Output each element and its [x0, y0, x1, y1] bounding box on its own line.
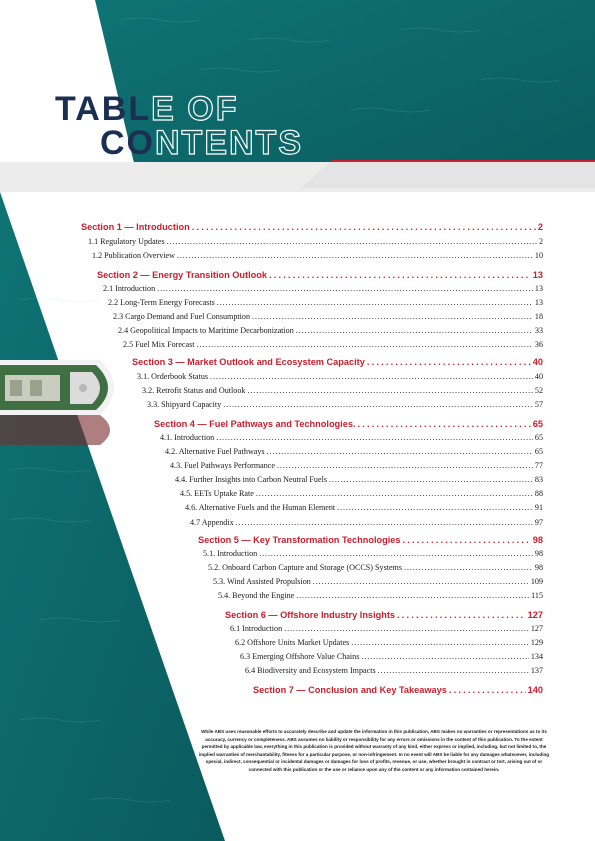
toc-entry-label: 2.4 Geopolitical Impacts to Maritime Decarbonization: [118, 326, 294, 335]
toc-subsection-entry[interactable]: [92, 251, 543, 260]
toc-entry-label: Section 1 — Introduction: [81, 222, 190, 232]
toc-entry-label: 5.1. Introduction: [203, 549, 258, 558]
toc-dot-leader: [404, 563, 533, 572]
toc-entry-label: 4.1. Introduction: [160, 433, 215, 442]
toc-dot-leader: [223, 400, 533, 409]
toc-dot-leader: [197, 340, 533, 349]
toc-dot-leader: [277, 461, 533, 470]
toc-dot-leader: [192, 222, 536, 232]
toc-entry-page-number: 65: [534, 433, 543, 442]
toc-entry-page-number: 65: [534, 447, 543, 456]
toc-section-entry[interactable]: [81, 222, 543, 232]
title-line-1-outline: E OF: [151, 90, 239, 128]
toc-dot-leader: [269, 270, 531, 280]
toc-section-entry[interactable]: [198, 535, 543, 545]
toc-entry-label: 1.2 Publication Overview: [92, 251, 175, 260]
toc-subsection-entry[interactable]: [180, 489, 543, 498]
toc-dot-leader: [367, 357, 531, 367]
toc-entry-page-number: 77: [534, 461, 543, 470]
toc-entry-page-number: 57: [534, 400, 543, 409]
toc-entry-page-number: 52: [534, 386, 543, 395]
toc-section-entry[interactable]: [132, 357, 543, 367]
toc-subsection-entry[interactable]: [235, 638, 543, 647]
toc-entry-label: 6.2 Offshore Units Market Updates: [235, 638, 350, 647]
toc-entry-page-number: 98: [532, 535, 543, 545]
toc-entry-label: Section 5 — Key Transformation Technologies: [198, 535, 401, 545]
toc-subsection-entry[interactable]: [113, 312, 543, 321]
toc-entry-page-number: 33: [534, 326, 543, 335]
toc-dot-leader: [284, 624, 529, 633]
toc-entry-page-number: 127: [527, 610, 543, 620]
toc-entry-page-number: 2: [538, 237, 543, 246]
toc-dot-leader: [351, 638, 529, 647]
toc-subsection-entry[interactable]: [170, 461, 543, 470]
disclaimer-text: While ABS uses reasonable efforts to accurately describe and update the information in this publication, ABS makes no warranties or representations as to its accuracy, currency or completeness. ABS assumes no liability or responsibility for any errors or omissions in the content of this publication. To the extent permitted by applicable law, everything in this publication is provided without warranty of any kind, either express or implied, including, but not limited to, the implied warranties of merchantability, fitness for a particular purpose, or non-infringement. In no event will ABS be liable for any damages whatsoever, including special, indirect, consequential or incidental damages or damages for loss of profits, revenue, or use, whether brought in contract or tort, arising out of or connected with this publication or the use or reliance upon any of the content or any information contained herein.: [198, 729, 550, 772]
toc-entry-label: 5.4. Beyond the Engine: [218, 591, 295, 600]
toc-dot-leader: [313, 577, 529, 586]
toc-subsection-entry[interactable]: [147, 400, 543, 409]
toc-dot-leader: [157, 284, 533, 293]
toc-entry-page-number: 13: [534, 298, 543, 307]
toc-dot-leader: [167, 237, 537, 246]
toc-entry-page-number: 91: [534, 503, 543, 512]
toc-entry-page-number: 115: [531, 591, 543, 600]
toc-entry-page-number: 137: [530, 666, 543, 675]
toc-subsection-entry[interactable]: [240, 652, 543, 661]
toc-entry-label: 1.1 Regulatory Updates: [88, 237, 165, 246]
toc-subsection-entry[interactable]: [218, 591, 543, 600]
toc-entry-page-number: 10: [534, 251, 543, 260]
toc-section-entry[interactable]: [97, 270, 543, 280]
toc-entry-page-number: 88: [534, 489, 543, 498]
toc-entry-label: Section 4 — Fuel Pathways and Technologies.: [154, 419, 356, 429]
toc-entry-page-number: 40: [532, 357, 543, 367]
toc-entry-page-number: 140: [527, 685, 543, 695]
toc-subsection-entry[interactable]: [88, 237, 543, 246]
toc-subsection-entry[interactable]: [185, 503, 543, 512]
toc-section-entry[interactable]: [253, 685, 543, 695]
toc-subsection-entry[interactable]: [203, 549, 543, 558]
toc-subsection-entry[interactable]: [108, 298, 543, 307]
toc-section-entry[interactable]: [225, 610, 543, 620]
toc-subsection-entry[interactable]: [137, 372, 543, 381]
toc-dot-leader: [217, 298, 533, 307]
toc-entry-page-number: 98: [534, 563, 543, 572]
toc-entry-label: 4.4. Further Insights into Carbon Neutral Fuels: [175, 475, 327, 484]
toc-entry-page-number: 18: [534, 312, 543, 321]
toc-entry-label: 2.3 Cargo Demand and Fuel Consumption: [113, 312, 250, 321]
toc-dot-leader: [210, 372, 533, 381]
toc-entry-label: 6.3 Emerging Offshore Value Chains: [240, 652, 360, 661]
toc-subsection-entry[interactable]: [208, 563, 543, 572]
title-line-1-solid: TABL: [55, 90, 152, 128]
title-line-2-solid: CO: [100, 124, 155, 162]
toc-subsection-entry[interactable]: [103, 284, 543, 293]
toc-dot-leader: [358, 419, 531, 429]
toc-entry-label: 2.1 Introduction: [103, 284, 156, 293]
toc-subsection-entry[interactable]: [213, 577, 543, 586]
toc-entry-label: 4.6. Alternative Fuels and the Human Element: [185, 503, 336, 512]
toc-dot-leader: [247, 386, 532, 395]
toc-entry-label: 6.4 Biodiversity and Ecosystem Impacts: [245, 666, 376, 675]
toc-subsection-entry[interactable]: [160, 433, 543, 442]
toc-entry-page-number: 13: [534, 284, 543, 293]
toc-dot-leader: [177, 251, 533, 260]
toc-subsection-entry[interactable]: [245, 666, 543, 675]
toc-entry-label: Section 2 — Energy Transition Outlook: [97, 270, 267, 280]
toc-entry-page-number: 13: [532, 270, 543, 280]
toc-dot-leader: [403, 535, 531, 545]
toc-entry-page-number: 97: [534, 518, 543, 527]
toc-dot-leader: [329, 475, 533, 484]
toc-subsection-entry[interactable]: [165, 447, 543, 456]
toc-entry-label: 5.3. Wind Assisted Propulsion: [213, 577, 311, 586]
toc-dot-leader: [397, 610, 526, 620]
toc-entry-page-number: 98: [534, 549, 543, 558]
toc-entry-page-number: 129: [530, 638, 543, 647]
toc-entry-label: 3.1. Orderbook Status: [137, 372, 209, 381]
toc-entry-label: Section 6 — Offshore Industry Insights: [225, 610, 395, 620]
toc-subsection-entry[interactable]: [230, 624, 543, 633]
toc-dot-leader: [216, 433, 533, 442]
toc-entry-label: 5.2. Onboard Carbon Capture and Storage (OCCS) Systems: [208, 563, 403, 572]
toc-dot-leader: [449, 685, 526, 695]
toc-entry-label: 3.2. Retrofit Status and Outlook: [142, 386, 246, 395]
toc-entry-page-number: 83: [534, 475, 543, 484]
toc-dot-leader: [296, 591, 529, 600]
toc-dot-leader: [378, 666, 529, 675]
toc-dot-leader: [361, 652, 528, 661]
toc-entry-label: 4.2. Alternative Fuel Pathways: [165, 447, 265, 456]
toc-dot-leader: [252, 312, 533, 321]
toc-entry-label: 3.3. Shipyard Capacity: [147, 400, 222, 409]
toc-section-entry[interactable]: [154, 419, 543, 429]
title-line-2-outline: NTENTS: [155, 124, 303, 162]
toc-entry-page-number: 134: [530, 652, 543, 661]
toc-entry-label: 6.1 Introduction: [230, 624, 283, 633]
toc-entry-label: 2.2 Long-Term Energy Forecasts: [108, 298, 215, 307]
toc-entry-page-number: 40: [534, 372, 543, 381]
toc-subsection-entry[interactable]: [118, 326, 543, 335]
toc-entry-label: 4.3. Fuel Pathways Performance: [170, 461, 275, 470]
toc-entry-page-number: 36: [534, 340, 543, 349]
toc-entry-label: 2.5 Fuel Mix Forecast: [123, 340, 195, 349]
toc-entry-page-number: 2: [537, 222, 543, 232]
toc-dot-leader: [259, 549, 533, 558]
toc-entry-page-number: 127: [530, 624, 543, 633]
toc-dot-leader: [296, 326, 533, 335]
toc-entry-label: Section 7 — Conclusion and Key Takeaways: [253, 685, 447, 695]
toc-subsection-entry[interactable]: [175, 475, 543, 484]
toc-dot-leader: [256, 489, 533, 498]
toc-dot-leader: [337, 503, 533, 512]
toc-dot-leader: [236, 518, 533, 527]
toc-entry-page-number: 109: [530, 577, 543, 586]
toc-entry-label: 4.5. EETs Uptake Rate: [180, 489, 254, 498]
toc-subsection-entry[interactable]: [190, 518, 543, 527]
toc-subsection-entry[interactable]: [142, 386, 543, 395]
toc-subsection-entry[interactable]: [123, 340, 543, 349]
toc-entry-label: 4.7 Appendix: [190, 518, 234, 527]
toc-entry-page-number: 65: [532, 419, 543, 429]
toc-entry-label: Section 3 — Market Outlook and Ecosystem Capacity: [132, 357, 365, 367]
toc-dot-leader: [267, 447, 533, 456]
